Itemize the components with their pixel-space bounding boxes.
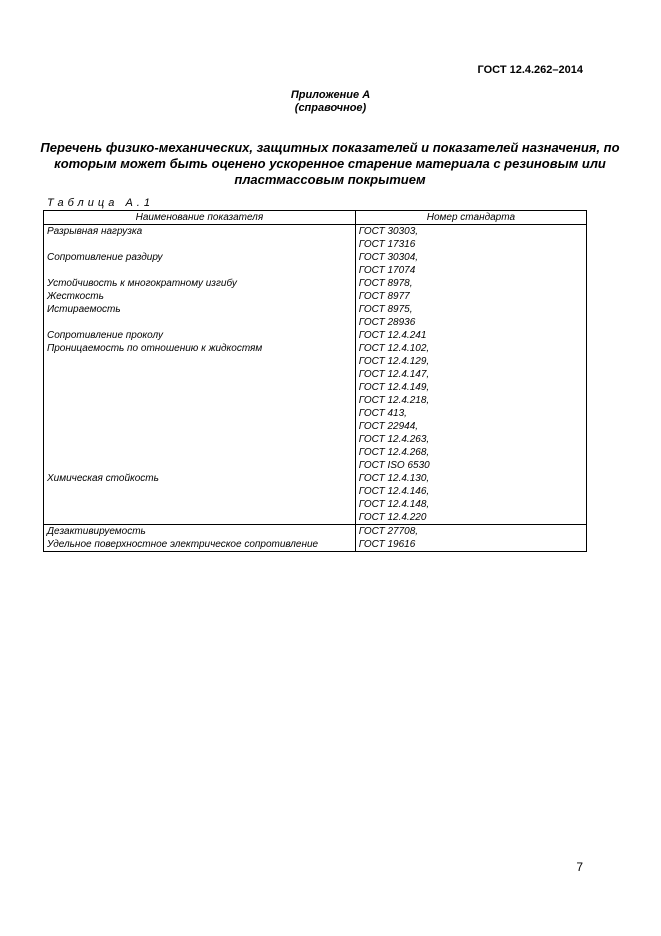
- table-row: [44, 264, 587, 277]
- header-indicator-name: Наименование показателя: [44, 211, 356, 225]
- standard-number-cell: ГОСТ 28936: [355, 316, 586, 329]
- standard-number-cell: ГОСТ 12.4.263,: [355, 433, 586, 446]
- indicator-name-cell: Истираемость: [44, 303, 356, 316]
- standard-number-cell: ГОСТ ISO 6530: [355, 459, 586, 472]
- table-row: [44, 368, 587, 381]
- table-row: [44, 342, 587, 355]
- table-row: [44, 355, 587, 368]
- table-row: [44, 225, 587, 239]
- table-row: [44, 538, 587, 552]
- standard-number-cell: ГОСТ 12.4.102,: [355, 342, 586, 355]
- list-title: Перечень физико-механических, защитных показателей и показателей назначения, по которым может быть оценено ускоренное старение материала с резиновым или пластмассовым покрытием: [40, 140, 620, 187]
- table-row: [44, 238, 587, 251]
- standards-table: [43, 210, 587, 552]
- indicator-name-cell: [44, 420, 356, 433]
- indicator-name-cell: Удельное поверхностное электрическое сопротивление: [44, 538, 356, 552]
- indicator-name-cell: [44, 511, 356, 525]
- indicator-name-cell: Дезактивируемость: [44, 525, 356, 539]
- standard-number-cell: ГОСТ 12.4.220: [355, 511, 586, 525]
- table-row: [44, 485, 587, 498]
- table-row: [44, 290, 587, 303]
- standard-number-cell: ГОСТ 12.4.149,: [355, 381, 586, 394]
- table-row: [44, 511, 587, 525]
- indicator-name-cell: [44, 498, 356, 511]
- table-row: [44, 446, 587, 459]
- appendix-heading: [0, 89, 661, 115]
- table-row: [44, 407, 587, 420]
- appendix-title: Приложение А: [290, 89, 371, 101]
- table-row: [44, 329, 587, 342]
- indicator-name-cell: [44, 381, 356, 394]
- indicator-name-cell: [44, 446, 356, 459]
- standard-number-cell: ГОСТ 8978,: [355, 277, 586, 290]
- indicator-name-cell: Химическая стойкость: [44, 472, 356, 485]
- indicator-name-cell: [44, 316, 356, 329]
- document-code: ГОСТ 12.4.262–2014: [477, 64, 583, 76]
- standard-number-cell: ГОСТ 8977: [355, 290, 586, 303]
- indicator-name-cell: Проницаемость по отношению к жидкостям: [44, 342, 356, 355]
- standard-number-cell: ГОСТ 12.4.147,: [355, 368, 586, 381]
- table-row: [44, 420, 587, 433]
- indicator-name-cell: [44, 485, 356, 498]
- table-body: [44, 225, 587, 552]
- indicator-name-cell: Разрывная нагрузка: [44, 225, 356, 239]
- table-row: [44, 498, 587, 511]
- table-row: [44, 316, 587, 329]
- page-number: 7: [576, 860, 583, 874]
- standard-number-cell: ГОСТ 30303,: [355, 225, 586, 239]
- indicator-name-cell: [44, 407, 356, 420]
- indicator-name-cell: [44, 368, 356, 381]
- table-row: [44, 303, 587, 316]
- header-standard-number: Номер стандарта: [355, 211, 586, 225]
- indicator-name-cell: Жесткость: [44, 290, 356, 303]
- standard-number-cell: ГОСТ 413,: [355, 407, 586, 420]
- table-row: [44, 277, 587, 290]
- indicator-name-cell: Сопротивление проколу: [44, 329, 356, 342]
- standard-number-cell: ГОСТ 17074: [355, 264, 586, 277]
- table-row: [44, 433, 587, 446]
- indicator-name-cell: [44, 238, 356, 251]
- standard-number-cell: ГОСТ 12.4.148,: [355, 498, 586, 511]
- standard-number-cell: ГОСТ 12.4.146,: [355, 485, 586, 498]
- standard-number-cell: ГОСТ 12.4.241: [355, 329, 586, 342]
- indicator-name-cell: Устойчивость к многократному изгибу: [44, 277, 356, 290]
- standard-number-cell: ГОСТ 12.4.130,: [355, 472, 586, 485]
- standard-number-cell: ГОСТ 8975,: [355, 303, 586, 316]
- standard-number-cell: ГОСТ 30304,: [355, 251, 586, 264]
- standard-number-cell: ГОСТ 12.4.218,: [355, 394, 586, 407]
- standard-number-cell: ГОСТ 27708,: [355, 525, 586, 539]
- indicator-name-cell: [44, 394, 356, 407]
- table-caption: Таблица А.1: [47, 197, 154, 209]
- table-header-row: [44, 211, 587, 225]
- standard-number-cell: ГОСТ 22944,: [355, 420, 586, 433]
- table-row: [44, 394, 587, 407]
- standard-number-cell: ГОСТ 19616: [355, 538, 586, 552]
- table-row: [44, 525, 587, 539]
- table-row: [44, 381, 587, 394]
- indicator-name-cell: [44, 459, 356, 472]
- table-row: [44, 251, 587, 264]
- appendix-subtitle: (справочное): [294, 102, 367, 114]
- indicator-name-cell: [44, 355, 356, 368]
- table-row: [44, 459, 587, 472]
- standard-number-cell: ГОСТ 12.4.268,: [355, 446, 586, 459]
- standard-number-cell: ГОСТ 12.4.129,: [355, 355, 586, 368]
- indicator-name-cell: [44, 264, 356, 277]
- standard-number-cell: ГОСТ 17316: [355, 238, 586, 251]
- indicator-name-cell: [44, 433, 356, 446]
- table-row: [44, 472, 587, 485]
- indicator-name-cell: Сопротивление раздиру: [44, 251, 356, 264]
